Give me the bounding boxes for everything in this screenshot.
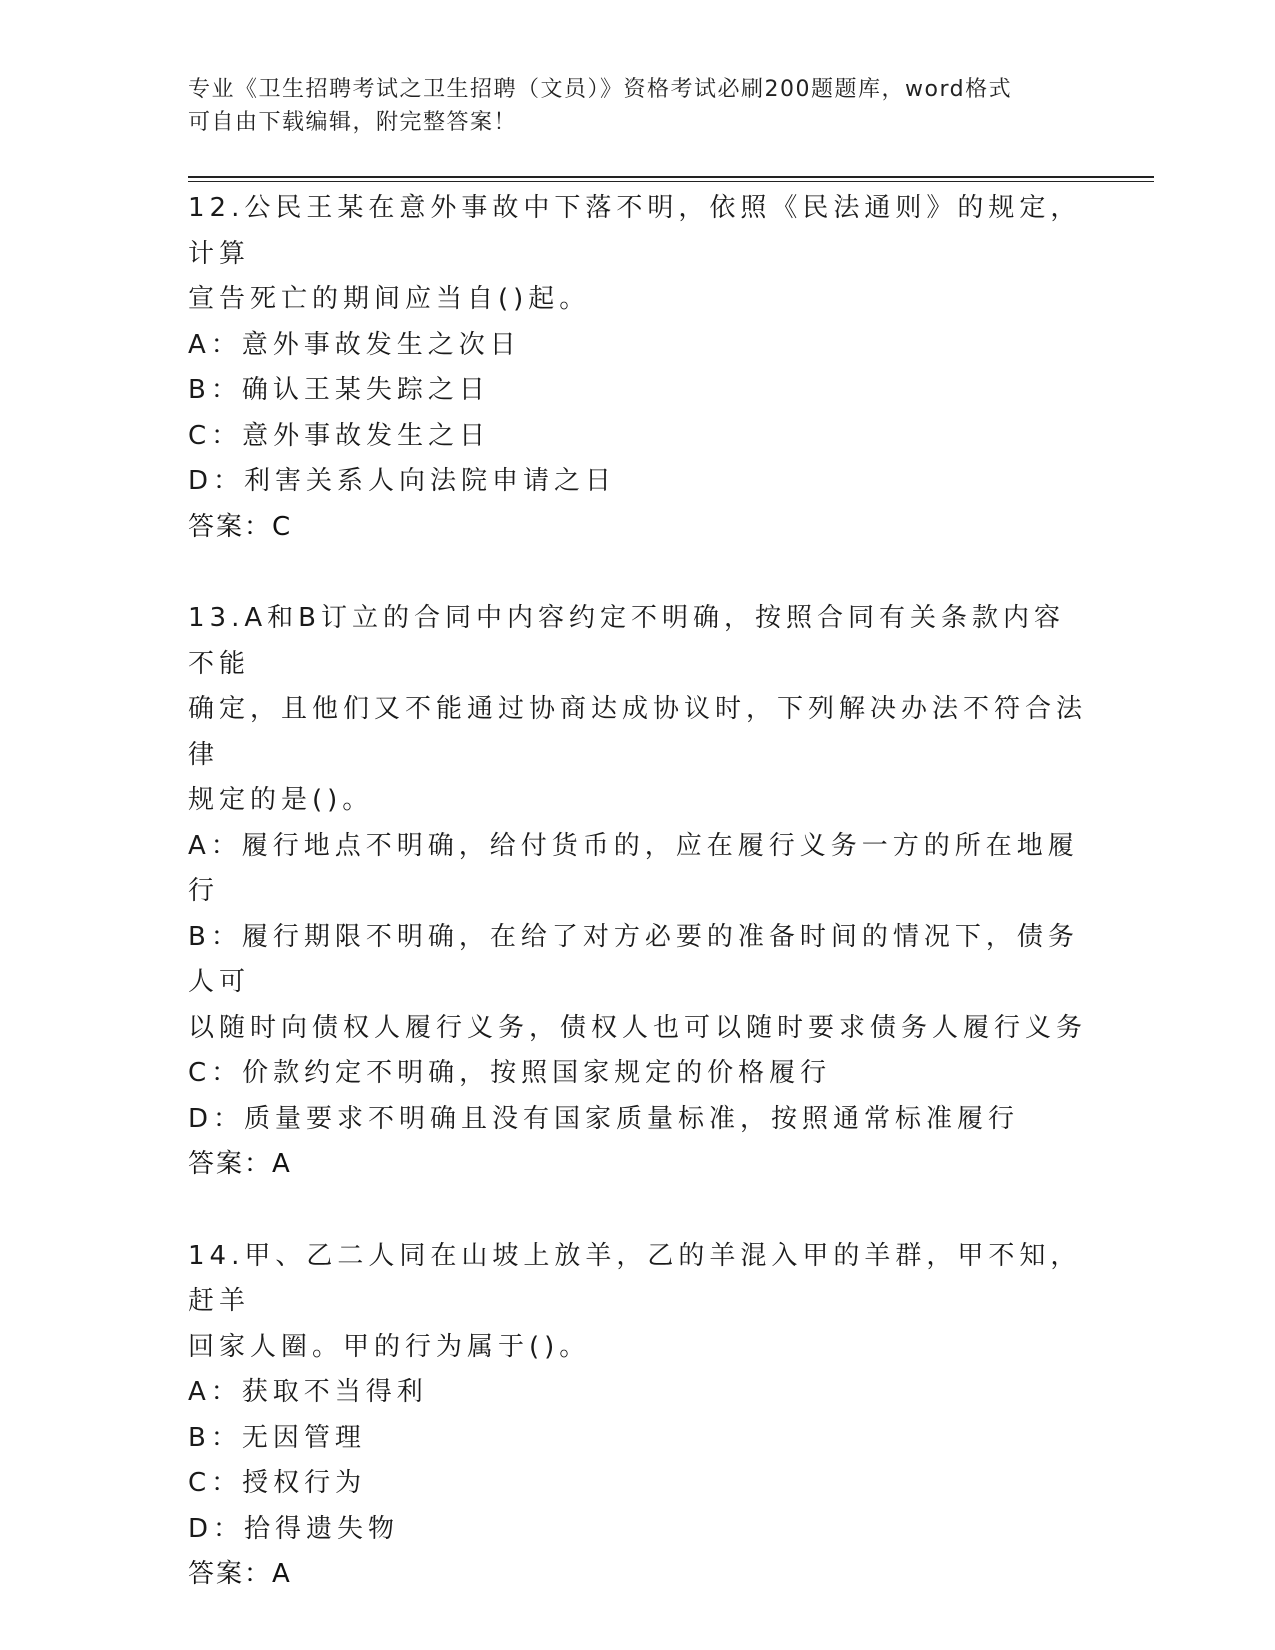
question-14 [188,1234,1088,1598]
header-line: 专业《卫生招聘考试之卫生招聘（文员）》资格考试必刷200题题库，word格式 [188,77,1013,102]
option-b: B：确认王某失踪之日 [188,375,490,405]
option-d: D：拾得遗失物 [188,1513,400,1544]
answer-line: 答案：C [188,511,293,542]
question-12 [188,186,1088,550]
header-line: 可自由下载编辑，附完整答案！ [188,110,518,135]
question-list [188,186,1088,1644]
question-stem-line: 规定的是()。 [188,785,374,815]
document-header [188,73,1068,139]
option-b-continued: 以随时向债权人履行义务，债权人也可以随时要求债务人履行义务 [188,1012,1088,1043]
question-stem-line: 宣告死亡的期间应当自()起。 [188,284,591,314]
question-stem-line: 回家人圈。甲的行为属于()。 [188,1331,591,1362]
option-d: D：利害关系人向法院申请之日 [188,466,617,496]
question-stem-line: 13.A和B订立的合同中内容约定不明确，按照合同有关条款内容不能 [188,603,1065,679]
question-stem-line: 14.甲、乙二人同在山坡上放羊，乙的羊混入甲的羊群，甲不知，赶羊 [188,1240,1082,1316]
option-a: A：履行地点不明确，给付货币的，应在履行义务一方的所在地履行 [188,830,1079,906]
option-a: A：获取不当得利 [188,1377,428,1407]
answer-line: 答案：A [188,1149,292,1179]
question-stem-line: 确定，且他们又不能通过协商达成协议时，下列解决办法不符合法律 [188,694,1088,770]
option-c: C：授权行为 [188,1468,367,1498]
question-13 [188,596,1088,1188]
option-d: D：质量要求不明确且没有国家质量标准，按照通常标准履行 [188,1103,1020,1134]
option-b: B：履行期限不明确，在给了对方必要的准备时间的情况下，债务人可 [188,921,1079,997]
header-rule-thin [188,181,1154,182]
option-b: B：无因管理 [188,1422,366,1453]
answer-line: 答案：A [188,1559,292,1589]
question-stem-line: 12.公民王某在意外事故中下落不明，依照《民法通则》的规定，计算 [188,193,1082,269]
header-rule-thick [188,176,1154,178]
option-a: A：意外事故发生之次日 [188,329,521,360]
option-c: C：价款约定不明确，按照国家规定的价格履行 [188,1058,832,1088]
option-c: C：意外事故发生之日 [188,420,491,451]
